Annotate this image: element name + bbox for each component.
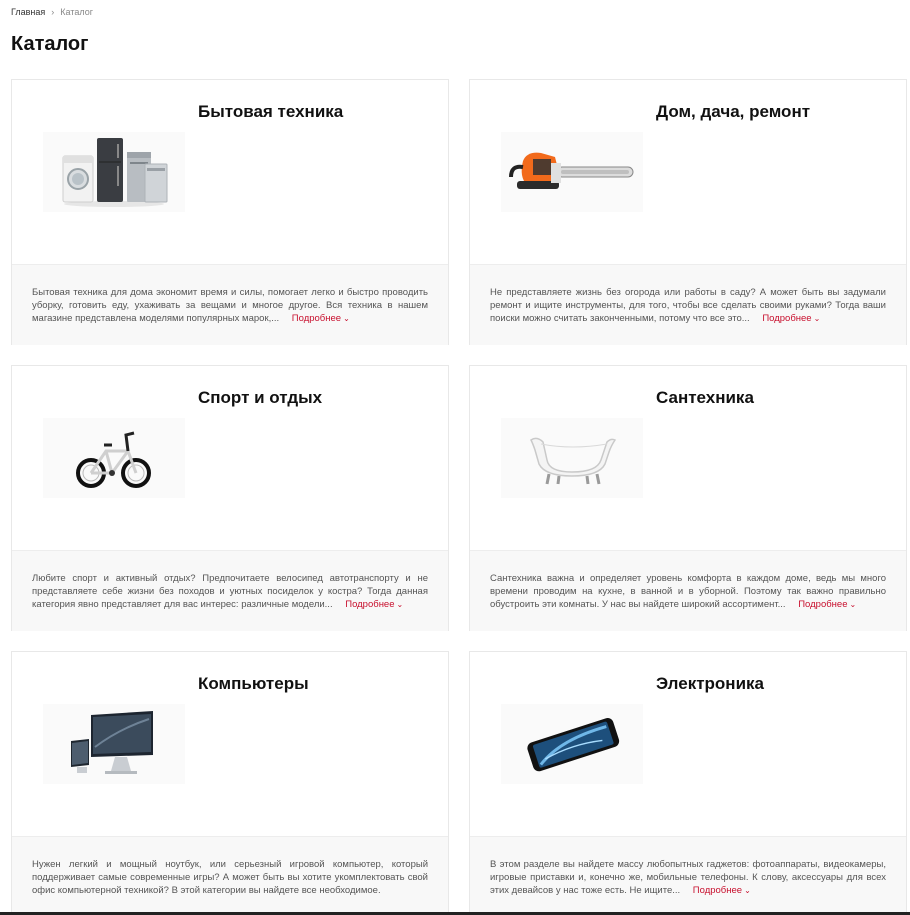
category-card-plumbing (469, 365, 907, 631)
category-card-header (12, 80, 448, 264)
breadcrumb-home-link[interactable]: Главная (11, 7, 46, 17)
category-description-text: Нужен легкий и мощный ноутбук, или серьезный игровой компьютер, который поддерживает самые современные игры? А может быть вы хотите укомплектовать свой офис компьютерной техникой? В этой категории вы найдете все необходимое. (32, 859, 428, 896)
more-link[interactable] (762, 313, 820, 324)
category-description-text: Не представляете жизнь без огорода или работы в саду? А может быть вы задумали ремонт и ищите инструменты, для того, чтобы все сделать своими руками? Тогда ваши поиски можно считать законченными, потому что все это... (490, 287, 886, 324)
category-title[interactable]: Дом, дача, ремонт (656, 102, 811, 121)
category-description-text: В этом разделе вы найдете массу любопытных гаджетов: фотоаппараты, видеокамеры, игровые приставки и, конечно же, мобильные телефоны. К слову, аксессуары для всех этих девайсов у нас тоже есть. Не ищите... (490, 859, 886, 896)
breadcrumb-current: Каталог (60, 7, 93, 17)
category-description-text: Любите спорт и активный отдых? Предпочитаете велосипед автотранспорту и не представляете себе жизни без походов и уютных посиделок у костра? Тогда данная категория явно представляет для вас интерес: различные модели... (32, 573, 428, 610)
chevron-down-icon: ⌄ (396, 600, 404, 609)
category-card-footer (470, 836, 906, 915)
smartphone-image[interactable] (501, 704, 643, 784)
breadcrumb-separator-icon: › (51, 7, 55, 17)
chainsaw-image[interactable] (501, 132, 643, 212)
category-card-home-garden (469, 79, 907, 345)
category-description (32, 858, 428, 897)
appliances-image[interactable] (43, 132, 185, 212)
more-link-label: Подробнее (762, 313, 812, 324)
category-description (32, 286, 428, 325)
category-description (32, 572, 428, 611)
category-card-footer (470, 550, 906, 631)
category-card-footer (470, 264, 906, 345)
category-card-header (12, 652, 448, 836)
chevron-down-icon: ⌄ (849, 600, 857, 609)
page-title: Каталог (11, 33, 89, 55)
category-card-header (470, 80, 906, 264)
category-title[interactable]: Электроника (656, 674, 764, 693)
more-link-label: Подробнее (291, 313, 342, 324)
category-description-text: Сантехника важна и определяет уровень комфорта в каждом доме, ведь мы много времени проводим на кухне, в ванной и в уборной. Поэтому так важно правильно обустроить эти комнаты. У нас вы найдете широкий ассортимент... (490, 573, 886, 610)
breadcrumb (11, 7, 93, 17)
bathtub-image[interactable] (501, 418, 643, 498)
category-card-header (12, 366, 448, 550)
category-description-text: Бытовая техника для дома экономит время и силы, помогает легко и быстро проводить уборку, готовить еду, ухаживать за вещами и многое другое. Вся техника в нашем магазине представлена моделями популярных марок,... (32, 287, 428, 324)
more-link-label: Подробнее (692, 885, 743, 896)
bicycle-image[interactable] (43, 418, 185, 498)
more-link-label: Подробнее (798, 599, 848, 610)
more-link[interactable] (693, 885, 751, 896)
category-description (490, 286, 886, 325)
category-title[interactable]: Бытовая техника (198, 102, 344, 121)
chevron-down-icon: ⌄ (744, 886, 751, 895)
category-card-electronics (469, 651, 907, 915)
category-description (490, 858, 886, 897)
category-card-header (470, 366, 906, 550)
category-card-appliances (11, 79, 449, 345)
category-card-footer (12, 550, 448, 631)
chevron-down-icon: ⌄ (343, 314, 350, 323)
category-card-computers (11, 651, 449, 915)
chevron-down-icon: ⌄ (813, 314, 821, 323)
category-card-footer (12, 836, 448, 915)
computers-image[interactable] (43, 704, 185, 784)
more-link[interactable] (345, 599, 403, 610)
category-card-sport (11, 365, 449, 631)
category-title[interactable]: Компьютеры (198, 674, 309, 693)
more-link[interactable] (798, 599, 856, 610)
category-title[interactable]: Спорт и отдых (198, 388, 323, 407)
category-description (490, 572, 886, 611)
category-card-footer (12, 264, 448, 345)
more-link[interactable] (292, 313, 350, 324)
category-title[interactable]: Сантехника (656, 388, 754, 407)
category-card-header (470, 652, 906, 836)
more-link-label: Подробнее (345, 599, 395, 610)
